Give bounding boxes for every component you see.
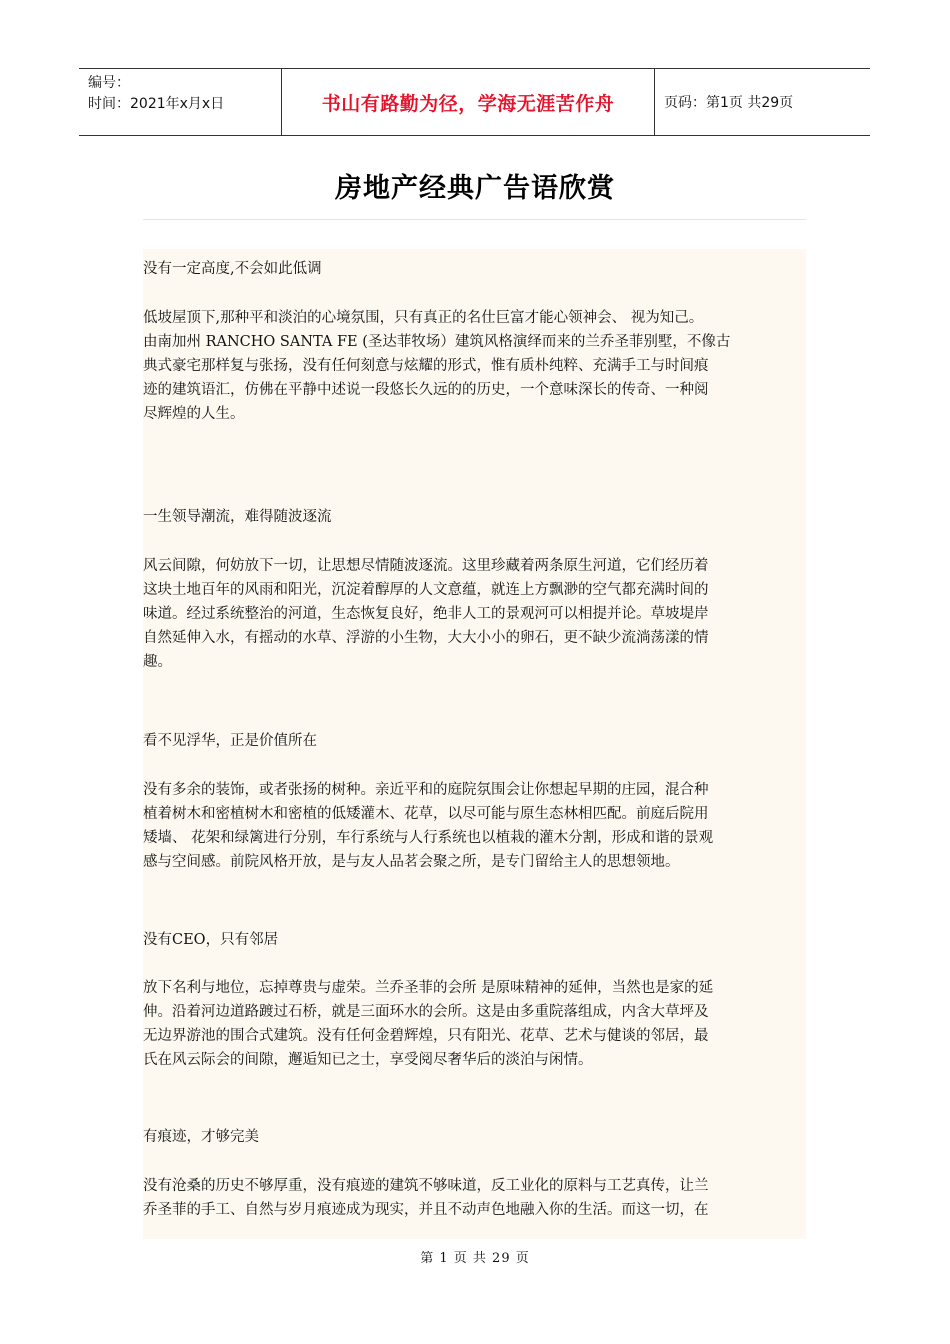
paragraph-line: 典式豪宅那样复与张扬，没有任何刻意与炫耀的形式，惟有质朴纯粹、充满手工与时间痕 <box>143 358 709 374</box>
paragraph-line: 没有多余的装饰，或者张扬的树种。亲近平和的庭院氛围会让你想起早期的庄园，混合种 <box>143 782 709 798</box>
paragraph-line: 没有沧桑的历史不够厚重，没有痕迹的建筑不够味道，反工业化的原料与工艺真传，让兰 <box>143 1178 709 1194</box>
paragraph-line: 自然延伸入水，有摇动的水草、浮游的小生物，大大小小的卵石，更不缺少流淌荡漾的情 <box>143 630 709 646</box>
paragraph-line: 风云间隙，何妨放下一切，让思想尽情随波逐流。这里珍藏着两条原生河道，它们经历着 <box>143 558 709 574</box>
paragraph-line: 伸。沿着河边道路踱过石桥，就是三面环水的会所。这是由多重院落组成，内含大草坪及 <box>143 1004 709 1020</box>
header-motto: 书山有路勤为径，学海无涯苦作舟 <box>281 69 655 135</box>
title-divider <box>143 219 806 220</box>
paragraph-line: 低坡屋顶下,那种平和淡泊的心境氛围，只有真正的名仕巨富才能心领神会、 视为知己。 <box>143 310 704 326</box>
paragraph-line: 由南加州 RANCHO SANTA FE (圣达菲牧场）建筑风格演绎而来的兰乔圣菲别墅，不像古 <box>143 334 731 350</box>
heading-text: 看不见浮华，正是价值所在 <box>143 733 317 749</box>
document-body <box>143 249 806 1239</box>
paragraph-line: 无边界游池的围合式建筑。没有任何金碧辉煌，只有阳光、花草、艺术与健谈的邻居，最 <box>143 1028 709 1044</box>
paragraph-line: 感与空间感。前院风格开放，是与友人品茗会聚之所，是专门留给主人的思想领地。 <box>143 854 680 870</box>
paragraph-line: 植着树木和密植树木和密植的低矮灌木、花草，以尽可能与原生态林相匹配。前庭后院用 <box>143 806 709 822</box>
paragraph-line: 迹的建筑语汇，仿佛在平静中述说一段悠长久远的的历史，一个意味深长的传奇、一种阅 <box>143 382 709 398</box>
section-heading <box>143 1125 806 1149</box>
section-heading <box>143 928 806 952</box>
heading-text: 一生领导潮流，难得随波逐流 <box>143 509 332 525</box>
section-heading <box>143 505 806 529</box>
paragraph-line: 乔圣菲的手工、自然与岁月痕迹成为现实，并且不动声色地融入你的生活。而这一切，在 <box>143 1202 709 1218</box>
paragraph <box>143 778 806 874</box>
paragraph <box>143 306 806 426</box>
paragraph-line: 味道。经过系统整治的河道，生态恢复良好，绝非人工的景观河可以相提并论。草坡堤岸 <box>143 606 709 622</box>
paragraph-line: 这块土地百年的风雨和阳光，沉淀着醇厚的人文意蕴，就连上方飘渺的空气都充满时间的 <box>143 582 709 598</box>
paragraph <box>143 1174 806 1222</box>
heading-text: 没有一定高度,不会如此低调 <box>143 261 322 277</box>
page-footer: 第 1 页 共 29 页 <box>420 1251 530 1266</box>
heading-text: 没有CEO，只有邻居 <box>143 932 279 948</box>
paragraph <box>143 976 806 1072</box>
document-time-label: 时间：2021年x月x日 <box>88 96 225 112</box>
page-header <box>79 68 870 136</box>
paragraph-line: 尽辉煌的人生。 <box>143 406 245 422</box>
paragraph-line: 放下名利与地位，忘掉尊贵与虚荣。兰乔圣菲的会所 是原味精神的延伸，当然也是家的延 <box>143 980 714 996</box>
section-heading <box>143 729 806 753</box>
section-heading <box>143 257 806 281</box>
document-number-label: 编号： <box>88 75 130 91</box>
header-meta <box>79 69 281 135</box>
document-title: 房地产经典广告语欣赏 <box>335 173 615 204</box>
paragraph-line: 氏在风云际会的间隙，邂逅知已之士，享受阅尽奢华后的淡泊与闲情。 <box>143 1052 593 1068</box>
header-page-info: 页码：第1页 共29页 <box>664 95 794 111</box>
paragraph-line: 矮墙、 花架和绿篱进行分别，车行系统与人行系统也以植栽的灌木分割，形成和谐的景观 <box>143 830 714 846</box>
paragraph <box>143 554 806 674</box>
heading-text: 有痕迹，才够完美 <box>143 1129 259 1145</box>
paragraph-line: 趣。 <box>143 654 172 670</box>
